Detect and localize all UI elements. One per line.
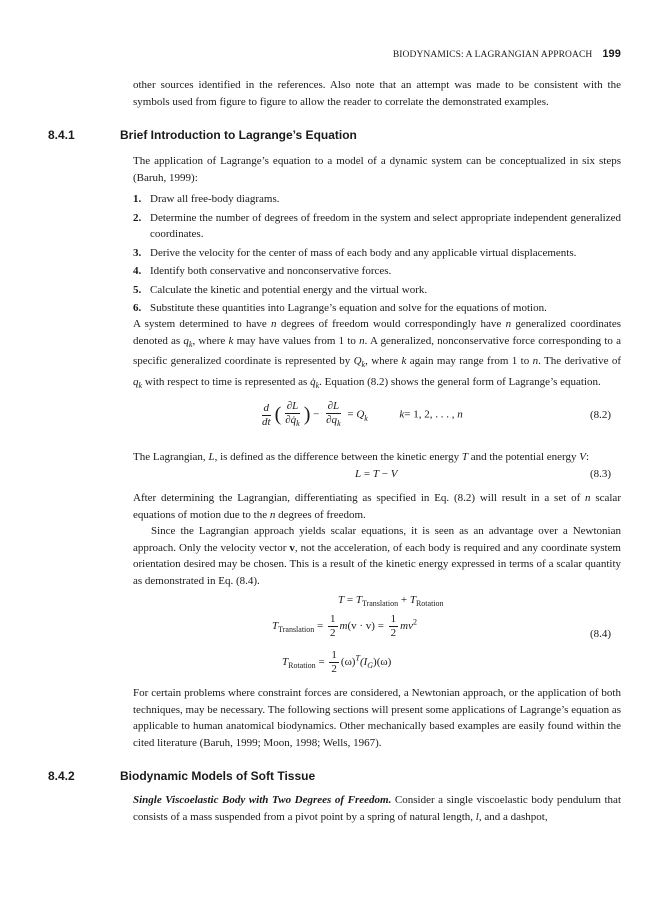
- list-item: 5. Calculate the kinetic and potential energy and the virtual work.: [133, 283, 428, 296]
- run-in-heading: Single Viscoelastic Body with Two Degrees of Freedom.: [133, 794, 392, 806]
- list-item: 2. Determine the number of degrees of freedom in the system and select appropriate independent generalized coordinates.: [133, 211, 621, 240]
- paragraph-lagrangian-definition: The Lagrangian, L, is defined as the difference between the kinetic energy T and the potential energy V:: [133, 451, 590, 463]
- equation-number-8-2: (8.2): [590, 409, 612, 421]
- paragraph-newtonian-comparison: Since the Lagrangian approach yields scalar equations, it is seen as an advantage over a Newtonian approach. Only the velocity vector v, not the acceleration, of each body is required and any coordinate system orientation desired may be chosen. This is a result of the kinetic energy expressed in terms of a scalar quantity as demonstrated in Eq. (8.4).: [133, 525, 621, 587]
- paragraph-intro-steps: The application of Lagrange’s equation to a model of a dynamic system can be conceptualized in six steps (Baruh, 1999):: [133, 155, 621, 184]
- steps-list: [133, 191, 621, 319]
- equation-8-2: $\frac{d}{dt}$ ( $\frac{\partial L}{\partial q̇_k}$ ) − $\frac{\partial L}{\partial q_k}$ = $Q_k$ k= 1, 2, . . . , n: [262, 400, 463, 429]
- paragraph-differentiating: After determining the Lagrangian, differentiating as specified in Eq. (8.2) will result in a set of n scalar equations of motion due to the n degrees of freedom.: [133, 492, 621, 521]
- page-number: 199: [602, 48, 621, 60]
- paragraph-constraint-forces: For certain problems where constraint forces are considered, a Newtonian approach, or the application of both techniques, may be necessary. The following sections will present some applications of Lagrange’s equation as applicable to human anatomical biodynamics. Other mechanically based examples are easily found within the cited literature (Baruh, 1999; Moon, 1998; Wells, 1967).: [133, 687, 621, 749]
- equation-8-3: L = T − V: [355, 468, 398, 480]
- paragraph-generalized-coordinates: A system determined to have n degrees of freedom would correspondingly have n generalized coordinates denoted as $q_k$, where k may have values from 1 to n. A generalized, nonconservative force corresponding to a specific generalized coordinate is represented by $Q_k$, where k again may range from 1 to n. The derivative of $q_k$ with respect to time is represented as $q̇_k$. Equation (8.2) shows the general form of Lagrange’s equation.: [133, 318, 622, 391]
- list-item: 1. Draw all free-body diagrams.: [133, 193, 280, 205]
- list-item: 4. Identify both conservative and nonconservative forces.: [133, 265, 392, 277]
- paragraph-viscoelastic-body: Single Viscoelastic Body with Two Degrees of Freedom. Consider a single viscoelastic body pendulum that consists of a mass suspended from a pivot point by a spring of natural length, l, and a dashpot,: [133, 794, 621, 823]
- section-title: Brief Introduction to Lagrange’s Equation: [120, 128, 357, 142]
- section-heading-8-4-2: [48, 769, 315, 783]
- intro-paragraph: other sources identified in the references. Also note that an attempt was made to be consistent with the symbols used from figure to figure to allow the reader to correlate the demonstrated examples.: [133, 79, 621, 108]
- list-item: 6. Substitute these quantities into Lagrange’s equation and solve for the equations of motion.: [133, 302, 547, 314]
- equation-8-4-line-2: $T_{Translation}$ = $\frac{1}{2}$ m(v · v) = $\frac{1}{2}$ $mv^2$: [272, 613, 417, 639]
- equation-number-8-3: (8.3): [590, 468, 612, 480]
- running-head: [133, 48, 621, 60]
- running-title: BIODYNAMICS: A LAGRANGIAN APPROACH: [392, 50, 593, 60]
- equation-number-8-4: (8.4): [590, 628, 612, 640]
- equation-8-4-line-1: $T = T_{Translation} + T_{Rotation}$: [338, 594, 444, 609]
- list-item: 3. Derive the velocity for the center of mass of each body and any applicable virtual displacements.: [133, 246, 577, 259]
- section-number: 8.4.1: [48, 128, 75, 142]
- section-heading-8-4-1: [48, 128, 357, 142]
- section-number: 8.4.2: [48, 769, 75, 783]
- equation-8-4-line-3: $T_{Rotation}$ = $\frac{1}{2}$ $(\omega)^T(I_G)(\omega)$: [282, 649, 392, 675]
- section-title: Biodynamic Models of Soft Tissue: [120, 769, 316, 783]
